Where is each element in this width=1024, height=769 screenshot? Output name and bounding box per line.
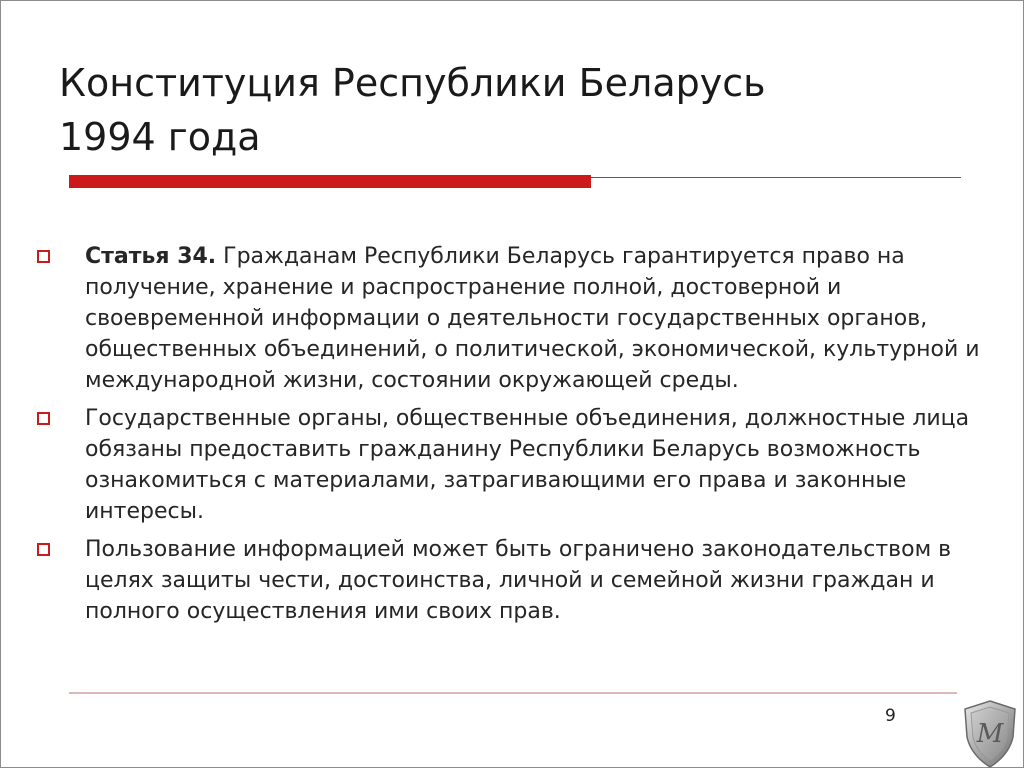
hollow-square-icon: [37, 543, 50, 556]
bullet-list: [35, 241, 1005, 634]
emblem-letter: М: [976, 719, 1004, 749]
shield-emblem-icon: [959, 697, 1021, 769]
hollow-square-icon: [37, 412, 50, 425]
page-number: 9: [885, 706, 896, 726]
title-underline-accent: [69, 175, 591, 188]
bullet-item: [35, 241, 1005, 396]
bullet-text: Гражданам Республики Беларусь гарантируется право на получение, хранение и распространение полной, достоверной и своевременной информации о деятельности государственных органов, общественных объединений, о политической, экономической, культурной и международной жизни, состоянии окружающей среды.: [85, 244, 980, 393]
bullet-text: Пользование информацией может быть ограничено законодательством в целях защиты чести, достоинства, личной и семейной жизни граждан и полного осуществления ими своих прав.: [85, 537, 952, 624]
article-label: Статья 34.: [85, 244, 217, 269]
bullet-item: [35, 403, 1005, 527]
footer-divider: [69, 692, 957, 694]
hollow-square-icon: [37, 250, 50, 263]
slide-title: Конституция Республики Беларусь 1994 года: [59, 61, 766, 159]
bullet-text: Государственные органы, общественные объединения, должностные лица обязаны предоставить гражданину Республики Беларусь возможность ознакомиться с материалами, затрагивающими его права и законные интересы.: [85, 406, 970, 524]
bullet-item: [35, 534, 1005, 627]
